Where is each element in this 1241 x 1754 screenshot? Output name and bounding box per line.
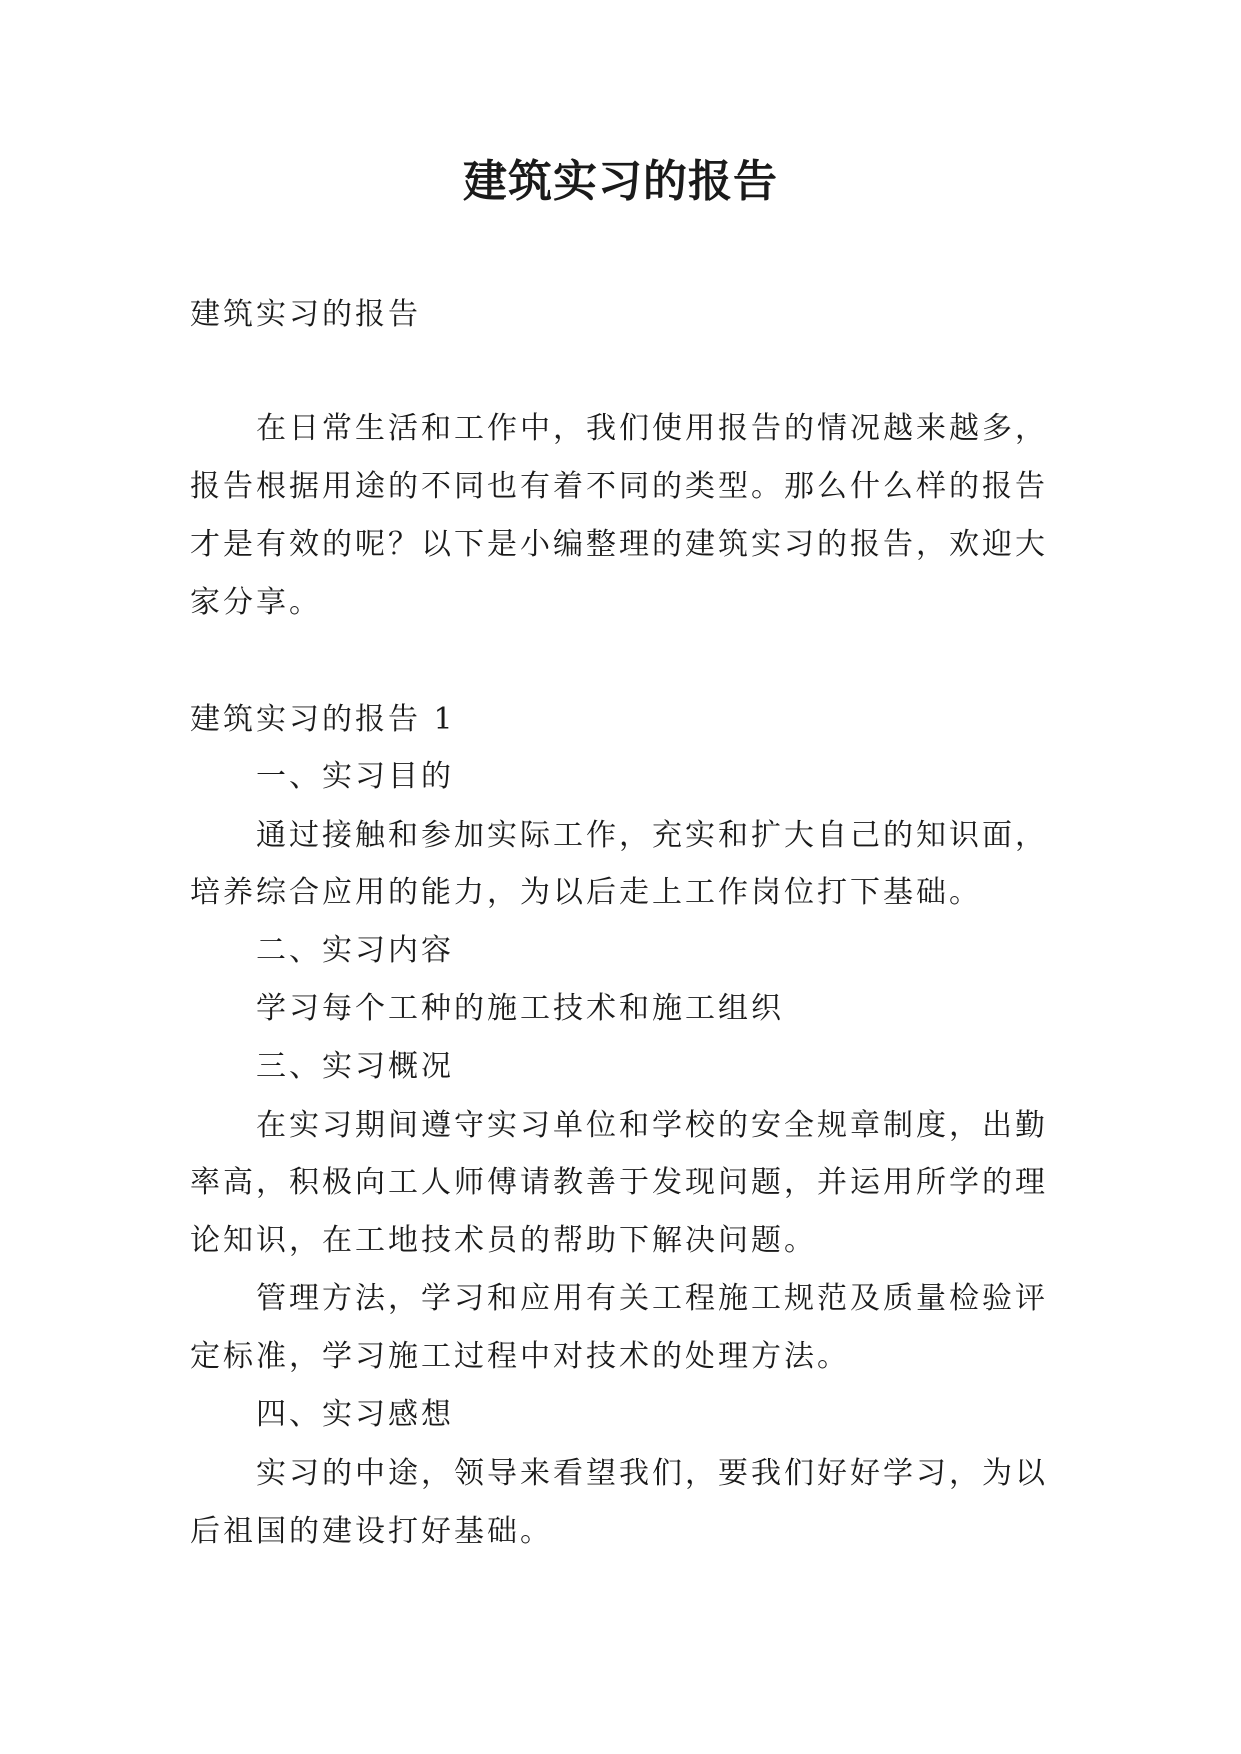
- intro-line-2: 报告根据用途的不同也有着不同的类型。那么什么样的报告: [190, 469, 1048, 504]
- intro-line-1: 在日常生活和工作中，我们使用报告的情况越来越多，: [256, 411, 1048, 446]
- heading-purpose: 一、实习目的: [256, 759, 454, 794]
- method-line-1: 管理方法，学习和应用有关工程施工规范及质量检验评: [256, 1281, 1048, 1316]
- content-line-1: 学习每个工种的施工技术和施工组织: [256, 991, 784, 1026]
- purpose-line-1: 通过接触和参加实际工作，充实和扩大自己的知识面，: [256, 818, 1048, 853]
- section-title: 建筑实习的报告 1: [190, 702, 456, 737]
- heading-reflection: 四、实习感想: [256, 1397, 454, 1432]
- reflection-line-2: 后祖国的建设打好基础。: [190, 1514, 553, 1549]
- purpose-line-2: 培养综合应用的能力，为以后走上工作岗位打下基础。: [190, 875, 982, 910]
- intro-line-3: 才是有效的呢？以下是小编整理的建筑实习的报告，欢迎大: [190, 527, 1048, 562]
- heading-content: 二、实习内容: [256, 933, 454, 968]
- subtitle: 建筑实习的报告: [190, 297, 421, 332]
- reflection-line-1: 实习的中途，领导来看望我们，要我们好好学习，为以: [256, 1456, 1048, 1491]
- document-title: 建筑实习的报告: [463, 156, 778, 207]
- overview-line-3: 论知识，在工地技术员的帮助下解决问题。: [190, 1223, 817, 1258]
- intro-line-4: 家分享。: [190, 585, 322, 620]
- overview-line-2: 率高，积极向工人师傅请教善于发现问题，并运用所学的理: [190, 1165, 1048, 1200]
- overview-line-1: 在实习期间遵守实习单位和学校的安全规章制度，出勤: [256, 1108, 1048, 1143]
- heading-overview: 三、实习概况: [256, 1049, 454, 1084]
- method-line-2: 定标准，学习施工过程中对技术的处理方法。: [190, 1339, 850, 1374]
